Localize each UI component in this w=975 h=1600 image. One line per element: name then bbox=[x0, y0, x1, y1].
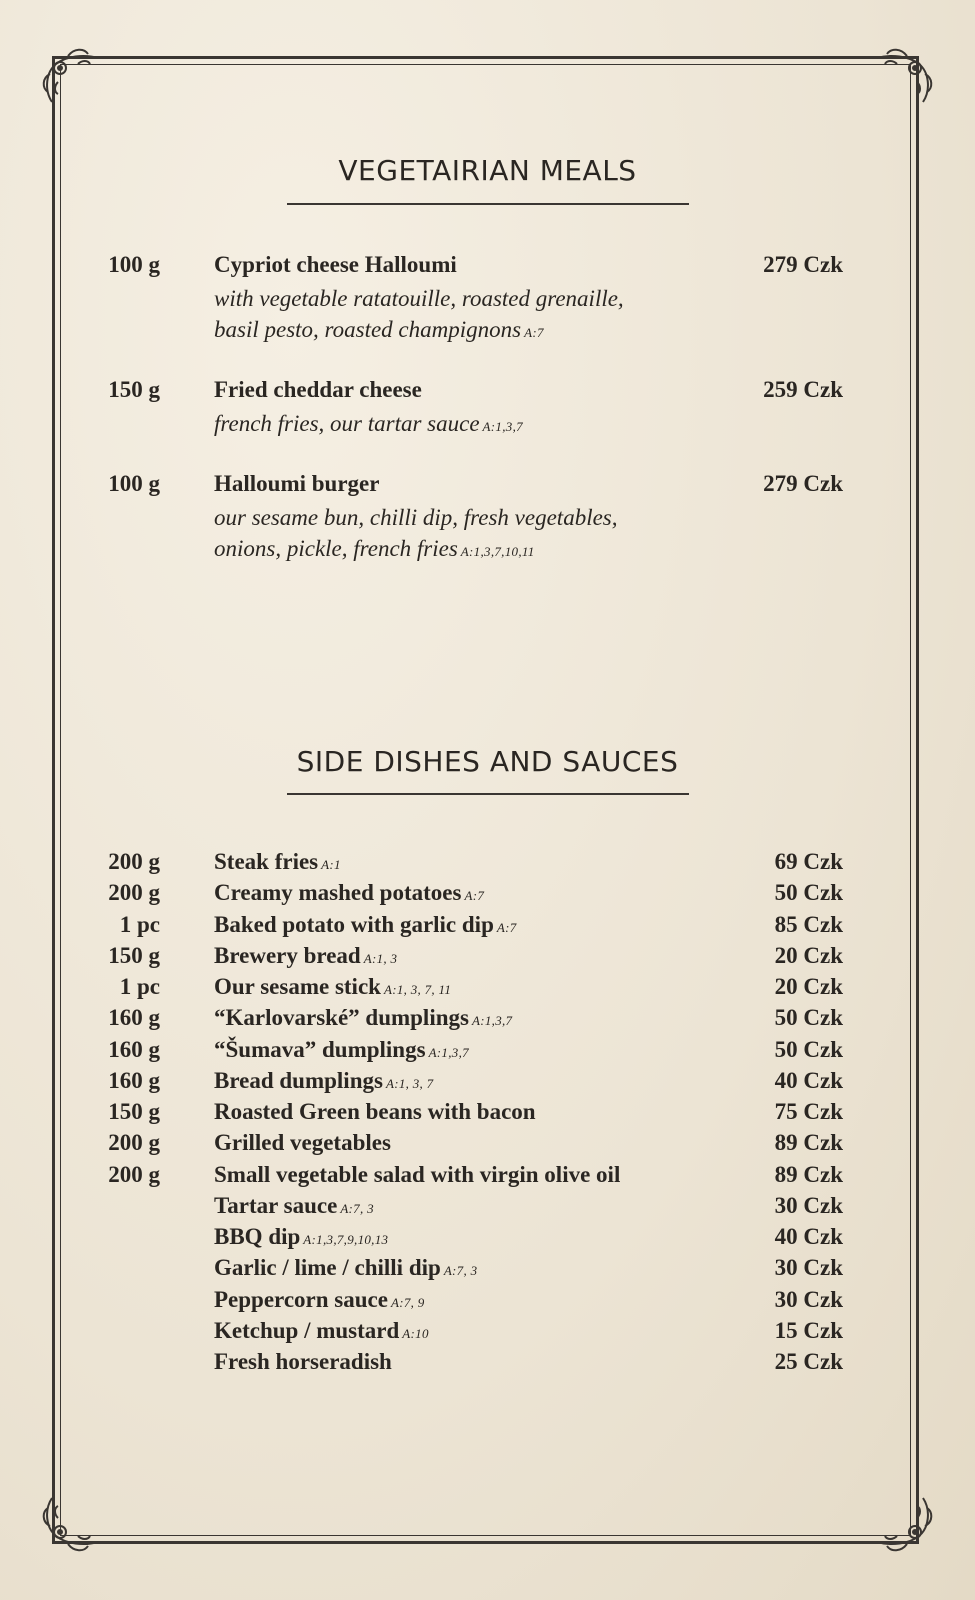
item-price: 40 Czk bbox=[774, 1067, 843, 1093]
item-name-line bbox=[214, 1349, 395, 1375]
item-name: “Šumava” dumplings bbox=[214, 1036, 426, 1062]
item-description-text: french fries, our tartar sauce bbox=[214, 411, 480, 436]
item-name-line bbox=[214, 1162, 623, 1188]
item-name: Fried cheddar cheese bbox=[214, 377, 422, 402]
item-name-line bbox=[214, 1037, 469, 1063]
item-weight: 150 g bbox=[108, 377, 160, 402]
item-description: our sesame bun, chilli dip, fresh vegetables, bbox=[214, 505, 618, 530]
item-price: 69 Czk bbox=[774, 849, 843, 874]
item-allergens: A:1 bbox=[321, 857, 341, 872]
item-allergens: A:1,3,7 bbox=[482, 419, 523, 434]
side-dish-row bbox=[0, 1193, 975, 1224]
item-name-line bbox=[214, 880, 484, 906]
item-price: 50 Czk bbox=[774, 1005, 843, 1031]
side-dish-row bbox=[0, 1130, 975, 1161]
side-dish-row bbox=[0, 943, 975, 974]
item-weight: 160 g bbox=[108, 1067, 160, 1093]
item-description-line-2 bbox=[214, 533, 535, 567]
item-allergens: A:7, 9 bbox=[390, 1294, 425, 1310]
item-name-line bbox=[214, 1068, 433, 1094]
item-name-line bbox=[214, 974, 451, 1000]
item-weight: 200 g bbox=[108, 880, 160, 906]
side-dish-row bbox=[0, 1224, 975, 1255]
item-name-line bbox=[214, 1193, 374, 1219]
item-price: 30 Czk bbox=[774, 1286, 843, 1312]
item-allergens: A:7 bbox=[496, 919, 517, 935]
item-allergens: A:1,3,7,9,10,13 bbox=[303, 1232, 389, 1247]
item-description-text: onions, pickle, french fries bbox=[214, 536, 458, 561]
item-name: Peppercorn sauce bbox=[214, 1286, 388, 1312]
item-price: 89 Czk bbox=[774, 1130, 843, 1156]
item-price: 89 Czk bbox=[774, 1161, 843, 1187]
item-price: 25 Czk bbox=[774, 1349, 843, 1374]
side-dish-row bbox=[0, 1099, 975, 1130]
corner-ornament-icon bbox=[38, 1488, 108, 1558]
side-dish-row bbox=[0, 1287, 975, 1318]
item-price: 40 Czk bbox=[774, 1224, 843, 1249]
item-weight: 200 g bbox=[108, 1161, 160, 1187]
item-allergens: A:1,3,7,10,11 bbox=[460, 544, 535, 559]
item-weight: 160 g bbox=[108, 1036, 160, 1062]
item-description-line-2 bbox=[214, 314, 544, 348]
item-name-line bbox=[214, 912, 517, 938]
item-name: Fresh horseradish bbox=[214, 1349, 392, 1374]
item-name: Creamy mashed potatoes bbox=[214, 880, 462, 906]
item-name: Steak fries bbox=[214, 849, 319, 874]
item-allergens: A:7 bbox=[524, 325, 544, 340]
side-dish-row bbox=[0, 974, 975, 1005]
item-name: Bread dumplings bbox=[214, 1067, 383, 1093]
item-name: Ketchup / mustard bbox=[214, 1317, 400, 1343]
item-name-line bbox=[214, 1130, 394, 1156]
item-weight: 150 g bbox=[108, 942, 160, 968]
item-price: 20 Czk bbox=[774, 974, 843, 999]
side-dish-row bbox=[0, 1255, 975, 1286]
corner-ornament-icon bbox=[38, 42, 108, 112]
section-title-sides: SIDE DISHES AND SAUCES bbox=[296, 745, 679, 778]
side-dish-row bbox=[0, 912, 975, 943]
item-weight: 150 g bbox=[108, 1099, 160, 1124]
item-price: 20 Czk bbox=[774, 942, 843, 968]
item-name: Tartar sauce bbox=[214, 1192, 338, 1218]
item-allergens: A:1,3,7 bbox=[471, 1013, 513, 1029]
item-name-line bbox=[214, 1005, 512, 1031]
side-dish-row bbox=[0, 880, 975, 911]
item-price: 30 Czk bbox=[774, 1255, 843, 1281]
item-allergens: A:10 bbox=[402, 1325, 429, 1341]
item-name-line bbox=[214, 1255, 477, 1281]
item-name: Our sesame stick bbox=[214, 974, 381, 999]
item-name: Grilled vegetables bbox=[214, 1130, 391, 1156]
corner-ornament-icon bbox=[867, 42, 937, 112]
side-dish-row bbox=[0, 1349, 975, 1380]
item-weight: 160 g bbox=[108, 1005, 160, 1031]
item-name-line bbox=[214, 1318, 429, 1344]
item-allergens: A:7, 3 bbox=[340, 1200, 374, 1216]
item-price: 30 Czk bbox=[774, 1192, 843, 1218]
item-name: Brewery bread bbox=[214, 942, 361, 968]
item-price: 50 Czk bbox=[774, 880, 843, 906]
section-title-vegetarian: VEGETAIRIAN MEALS bbox=[338, 154, 637, 187]
item-allergens: A:1, 3, 7 bbox=[385, 1075, 434, 1091]
item-description: with vegetable ratatouille, roasted grenaille, bbox=[214, 286, 624, 311]
item-weight: 100 g bbox=[108, 471, 160, 496]
item-description-text: basil pesto, roasted champignons bbox=[214, 317, 522, 342]
item-price: 279 Czk bbox=[763, 252, 843, 277]
item-name: Baked potato with garlic dip bbox=[214, 911, 494, 937]
side-dish-row bbox=[0, 849, 975, 880]
item-price: 259 Czk bbox=[763, 377, 843, 402]
item-name-line bbox=[214, 849, 341, 875]
item-name: Garlic / lime / chilli dip bbox=[214, 1255, 441, 1281]
item-price: 75 Czk bbox=[774, 1099, 843, 1124]
item-name-line bbox=[214, 1224, 388, 1250]
side-dish-row bbox=[0, 1068, 975, 1099]
corner-ornament-icon bbox=[867, 1488, 937, 1558]
item-price: 85 Czk bbox=[774, 911, 843, 937]
item-price: 50 Czk bbox=[774, 1036, 843, 1062]
item-name-line bbox=[214, 1287, 425, 1313]
side-dish-row bbox=[0, 1318, 975, 1349]
item-name: Halloumi burger bbox=[214, 471, 380, 496]
side-dish-row bbox=[0, 1037, 975, 1068]
item-weight: 200 g bbox=[108, 1130, 160, 1156]
item-name: Cypriot cheese Halloumi bbox=[214, 252, 457, 277]
item-name-line bbox=[214, 1099, 539, 1125]
item-name: Small vegetable salad with virgin olive oil bbox=[214, 1161, 621, 1187]
item-weight: 200 g bbox=[108, 849, 160, 874]
item-weight: 1 pc bbox=[119, 911, 160, 937]
item-price: 279 Czk bbox=[763, 471, 843, 496]
item-description-line-1 bbox=[214, 408, 523, 442]
item-allergens: A:7 bbox=[464, 888, 485, 904]
side-dish-row bbox=[0, 1162, 975, 1193]
item-weight: 100 g bbox=[108, 252, 160, 277]
item-name-line bbox=[214, 943, 397, 969]
title-divider bbox=[287, 793, 689, 795]
item-weight: 1 pc bbox=[119, 974, 160, 999]
title-divider bbox=[287, 203, 689, 205]
item-name: “Karlovarské” dumplings bbox=[214, 1005, 469, 1031]
item-price: 15 Czk bbox=[774, 1317, 843, 1343]
item-allergens: A:1, 3 bbox=[363, 950, 398, 966]
item-allergens: A:7, 3 bbox=[443, 1263, 478, 1279]
item-allergens: A:1, 3, 7, 11 bbox=[383, 982, 452, 997]
item-name: BBQ dip bbox=[214, 1224, 301, 1249]
side-dish-row bbox=[0, 1005, 975, 1036]
item-name: Roasted Green beans with bacon bbox=[214, 1099, 536, 1124]
item-allergens: A:1,3,7 bbox=[428, 1044, 469, 1060]
